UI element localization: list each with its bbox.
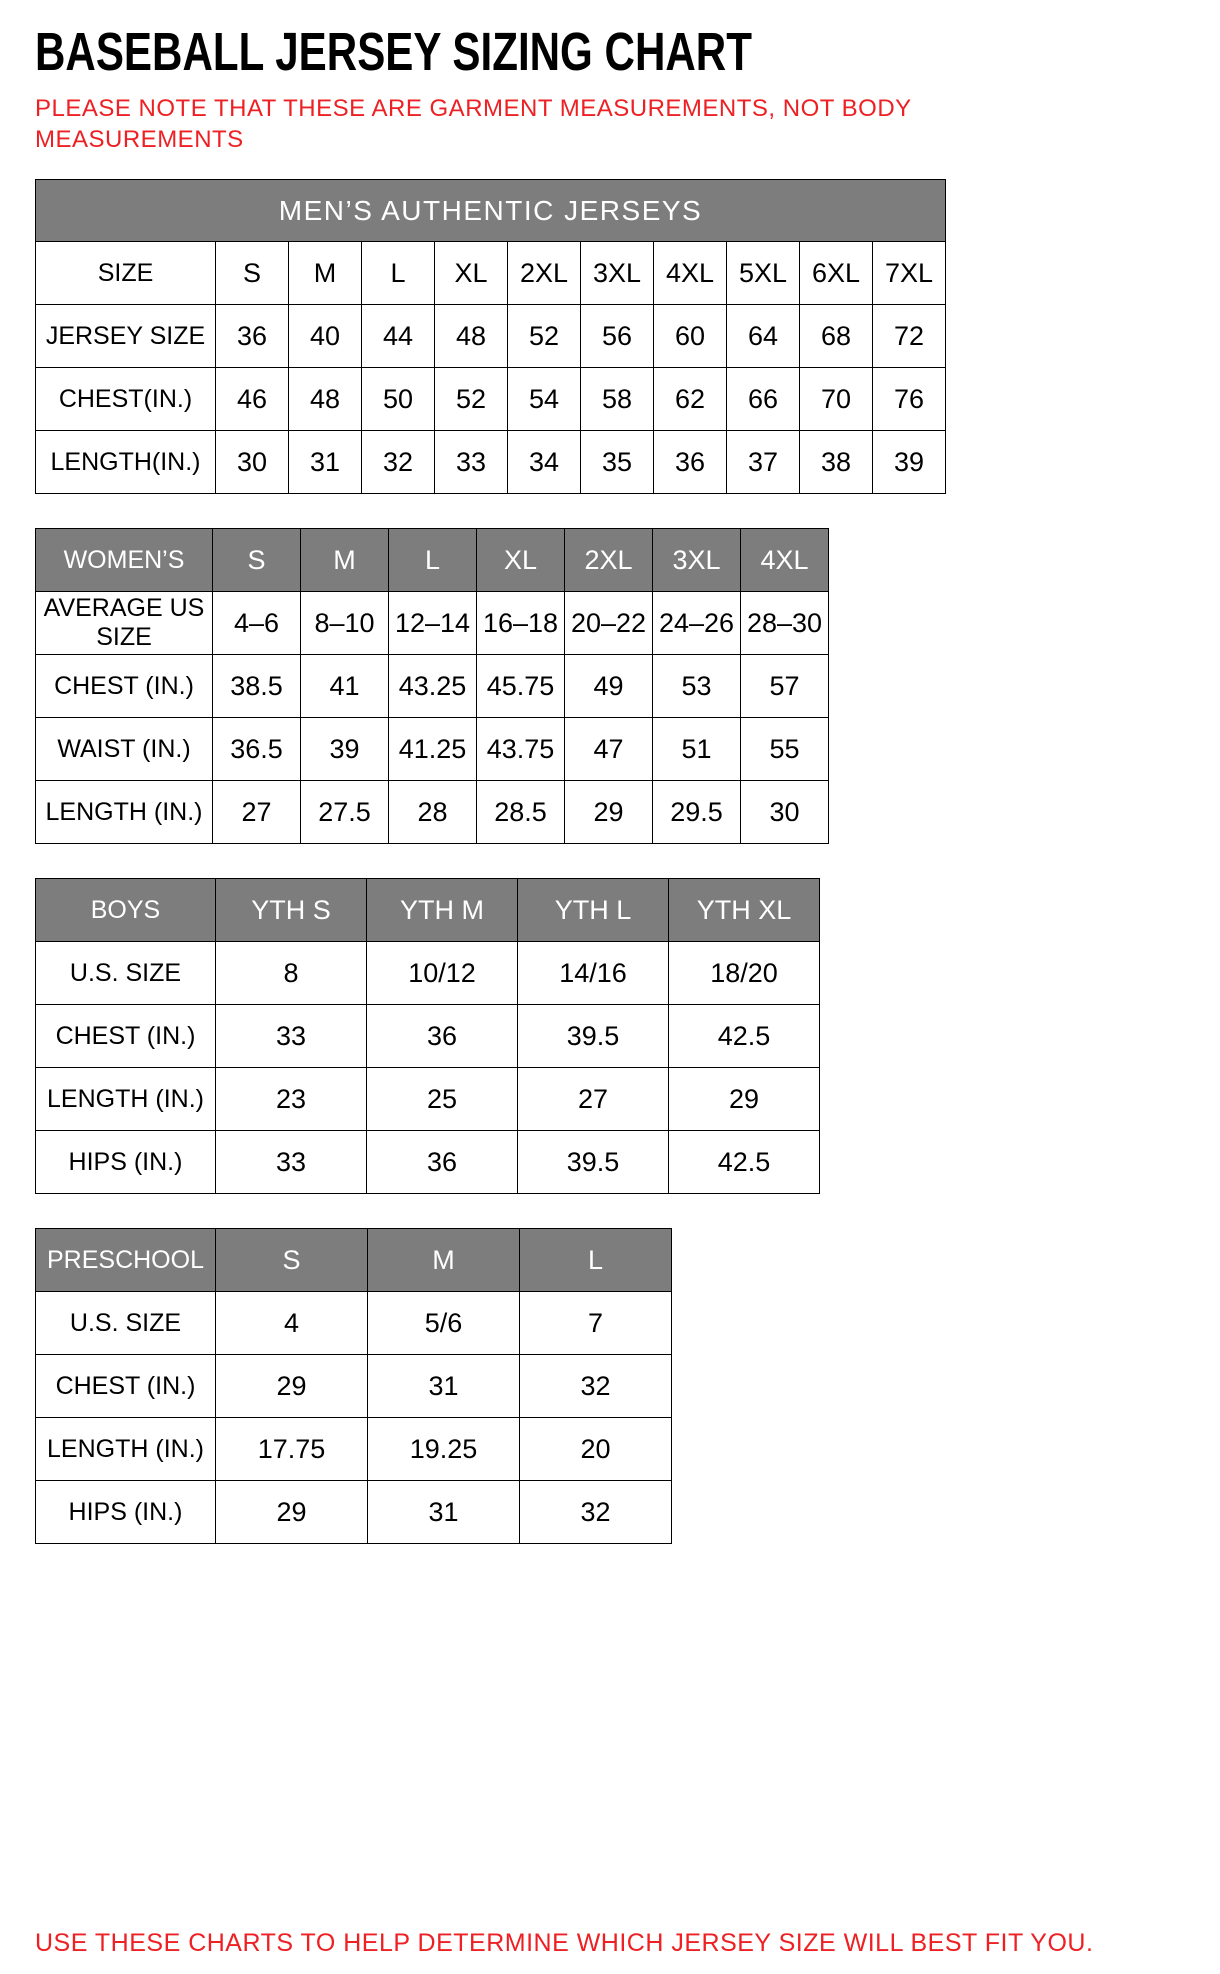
data-cell: 47 (565, 718, 653, 781)
boys-header-label: BOYS (36, 879, 216, 942)
data-cell: 27 (213, 781, 301, 844)
data-cell: 38 (800, 431, 873, 494)
row-label: CHEST(IN.) (36, 368, 216, 431)
size-column-header: 4XL (654, 242, 727, 305)
data-cell: 34 (508, 431, 581, 494)
data-cell: 4 (216, 1292, 368, 1355)
data-cell: 72 (873, 305, 946, 368)
data-cell: 39.5 (518, 1131, 669, 1194)
data-cell: 70 (800, 368, 873, 431)
size-column-header: XL (435, 242, 508, 305)
data-cell: 53 (653, 655, 741, 718)
data-cell: 48 (435, 305, 508, 368)
data-cell: 57 (741, 655, 829, 718)
row-label: CHEST (IN.) (36, 1355, 216, 1418)
womens-table-row (36, 592, 829, 655)
size-column-header: S (213, 529, 301, 592)
data-cell: 62 (654, 368, 727, 431)
data-cell: 30 (741, 781, 829, 844)
data-cell: 28–30 (741, 592, 829, 655)
data-cell: 32 (362, 431, 435, 494)
size-column-header: S (216, 242, 289, 305)
womens-table-row (36, 655, 829, 718)
data-cell: 25 (367, 1068, 518, 1131)
data-cell: 14/16 (518, 942, 669, 1005)
size-column-header: 6XL (800, 242, 873, 305)
row-label: LENGTH (IN.) (36, 1418, 216, 1481)
data-cell: 42.5 (669, 1131, 820, 1194)
data-cell: 40 (289, 305, 362, 368)
womens-table-row (36, 718, 829, 781)
boys-table-row (36, 1005, 820, 1068)
data-cell: 36 (367, 1131, 518, 1194)
data-cell: 17.75 (216, 1418, 368, 1481)
data-cell: 54 (508, 368, 581, 431)
data-cell: 19.25 (368, 1418, 520, 1481)
data-cell: 41.25 (389, 718, 477, 781)
size-column-header: YTH S (216, 879, 367, 942)
data-cell: 52 (508, 305, 581, 368)
data-cell: 7 (520, 1292, 672, 1355)
data-cell: 32 (520, 1355, 672, 1418)
mens-banner-row (36, 180, 946, 242)
data-cell: 39 (873, 431, 946, 494)
size-column-header: M (368, 1229, 520, 1292)
data-cell: 36 (216, 305, 289, 368)
data-cell: 35 (581, 431, 654, 494)
data-cell: 39 (301, 718, 389, 781)
row-label: LENGTH (IN.) (36, 781, 213, 844)
data-cell: 32 (520, 1481, 672, 1544)
size-column-header: M (289, 242, 362, 305)
data-cell: 20 (520, 1418, 672, 1481)
preschool-table-row (36, 1292, 672, 1355)
data-cell: 4–6 (213, 592, 301, 655)
data-cell: 39.5 (518, 1005, 669, 1068)
data-cell: 28.5 (477, 781, 565, 844)
data-cell: 51 (653, 718, 741, 781)
mens-sizing-table (35, 179, 946, 494)
womens-header-label: WOMEN’S (36, 529, 213, 592)
data-cell: 49 (565, 655, 653, 718)
data-cell: 20–22 (565, 592, 653, 655)
size-column-header: YTH M (367, 879, 518, 942)
data-cell: 30 (216, 431, 289, 494)
row-label: HIPS (IN.) (36, 1481, 216, 1544)
data-cell: 24–26 (653, 592, 741, 655)
data-cell: 18/20 (669, 942, 820, 1005)
boys-table-row (36, 1131, 820, 1194)
size-column-header: 2XL (508, 242, 581, 305)
mens-header-label: SIZE (36, 242, 216, 305)
womens-sizing-table (35, 528, 829, 844)
row-label: AVERAGE US SIZE (36, 592, 213, 655)
data-cell: 8 (216, 942, 367, 1005)
row-label: CHEST (IN.) (36, 1005, 216, 1068)
data-cell: 5/6 (368, 1292, 520, 1355)
data-cell: 48 (289, 368, 362, 431)
measurement-note: PLEASE NOTE THAT THESE ARE GARMENT MEASUREMENTS, NOT BODY MEASUREMENTS (35, 94, 912, 153)
data-cell: 68 (800, 305, 873, 368)
data-cell: 10/12 (367, 942, 518, 1005)
data-cell: 44 (362, 305, 435, 368)
row-label: U.S. SIZE (36, 942, 216, 1005)
data-cell: 8–10 (301, 592, 389, 655)
data-cell: 31 (289, 431, 362, 494)
row-label: WAIST (IN.) (36, 718, 213, 781)
data-cell: 36.5 (213, 718, 301, 781)
boys-table-row (36, 942, 820, 1005)
boys-table-row (36, 1068, 820, 1131)
size-column-header: YTH XL (669, 879, 820, 942)
data-cell: 31 (368, 1355, 520, 1418)
data-cell: 28 (389, 781, 477, 844)
data-cell: 42.5 (669, 1005, 820, 1068)
data-cell: 36 (654, 431, 727, 494)
size-column-header: S (216, 1229, 368, 1292)
data-cell: 29 (216, 1355, 368, 1418)
size-column-header: L (520, 1229, 672, 1292)
data-cell: 33 (216, 1131, 367, 1194)
mens-table-row (36, 305, 946, 368)
data-cell: 56 (581, 305, 654, 368)
mens-table-row (36, 431, 946, 494)
data-cell: 64 (727, 305, 800, 368)
data-cell: 16–18 (477, 592, 565, 655)
data-cell: 29 (565, 781, 653, 844)
data-cell: 76 (873, 368, 946, 431)
data-cell: 33 (216, 1005, 367, 1068)
data-cell: 43.75 (477, 718, 565, 781)
data-cell: 45.75 (477, 655, 565, 718)
size-column-header: M (301, 529, 389, 592)
row-label: LENGTH (IN.) (36, 1068, 216, 1131)
data-cell: 36 (367, 1005, 518, 1068)
row-label: JERSEY SIZE (36, 305, 216, 368)
data-cell: 50 (362, 368, 435, 431)
data-cell: 27.5 (301, 781, 389, 844)
data-cell: 33 (435, 431, 508, 494)
size-column-header: 2XL (565, 529, 653, 592)
data-cell: 66 (727, 368, 800, 431)
data-cell: 52 (435, 368, 508, 431)
mens-banner: MEN’S AUTHENTIC JERSEYS (36, 180, 946, 242)
size-column-header: 3XL (581, 242, 654, 305)
size-column-header: 7XL (873, 242, 946, 305)
preschool-header-row (36, 1229, 672, 1292)
size-column-header: YTH L (518, 879, 669, 942)
mens-header-row (36, 242, 946, 305)
data-cell: 43.25 (389, 655, 477, 718)
data-cell: 12–14 (389, 592, 477, 655)
boys-sizing-table (35, 878, 820, 1194)
boys-header-row (36, 879, 820, 942)
data-cell: 31 (368, 1481, 520, 1544)
data-cell: 29.5 (653, 781, 741, 844)
page-title: BASEBALL JERSEY SIZING CHART (35, 22, 752, 82)
data-cell: 58 (581, 368, 654, 431)
data-cell: 38.5 (213, 655, 301, 718)
preschool-table-row (36, 1355, 672, 1418)
data-cell: 60 (654, 305, 727, 368)
size-column-header: 5XL (727, 242, 800, 305)
size-column-header: L (389, 529, 477, 592)
data-cell: 37 (727, 431, 800, 494)
row-label: HIPS (IN.) (36, 1131, 216, 1194)
row-label: U.S. SIZE (36, 1292, 216, 1355)
size-column-header: L (362, 242, 435, 305)
data-cell: 41 (301, 655, 389, 718)
data-cell: 29 (216, 1481, 368, 1544)
footer-note: USE THESE CHARTS TO HELP DETERMINE WHICH JERSEY SIZE WILL BEST FIT YOU. (35, 1929, 1094, 1957)
data-cell: 46 (216, 368, 289, 431)
data-cell: 27 (518, 1068, 669, 1131)
preschool-table-row (36, 1418, 672, 1481)
preschool-header-label: PRESCHOOL (36, 1229, 216, 1292)
size-column-header: 4XL (741, 529, 829, 592)
data-cell: 55 (741, 718, 829, 781)
row-label: LENGTH(IN.) (36, 431, 216, 494)
womens-header-row (36, 529, 829, 592)
data-cell: 29 (669, 1068, 820, 1131)
row-label: CHEST (IN.) (36, 655, 213, 718)
preschool-sizing-table (35, 1228, 672, 1544)
size-column-header: XL (477, 529, 565, 592)
womens-table-row (36, 781, 829, 844)
tables-container (35, 179, 1220, 1544)
preschool-table-row (36, 1481, 672, 1544)
data-cell: 23 (216, 1068, 367, 1131)
size-column-header: 3XL (653, 529, 741, 592)
mens-table-row (36, 368, 946, 431)
